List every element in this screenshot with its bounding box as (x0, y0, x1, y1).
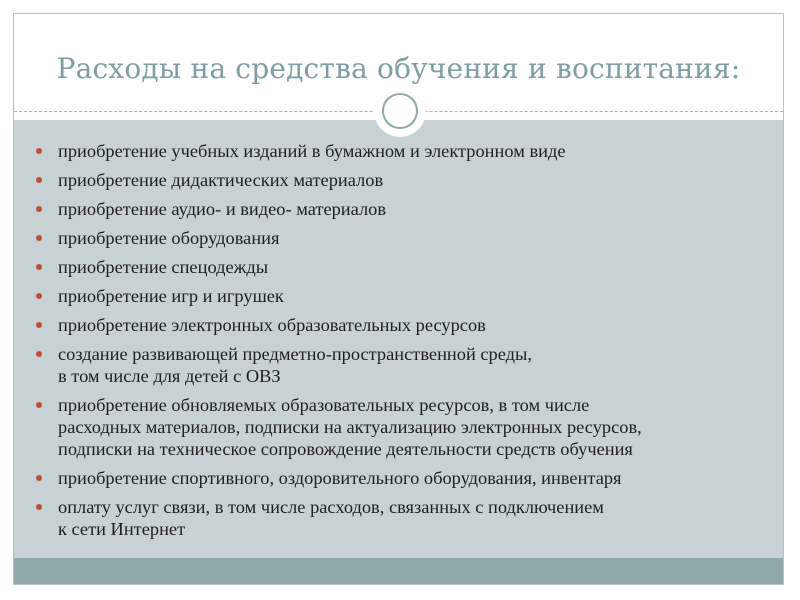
bullet-icon (36, 351, 42, 357)
list-item (14, 256, 783, 278)
list-item (14, 169, 783, 191)
list-item-text: приобретение учебных изданий в бумажном и электронном виде (58, 141, 566, 161)
list-item-text: создание развивающей предметно-пространственной среды, в том числе для детей с ОВЗ (58, 344, 532, 386)
bullet-icon (36, 322, 42, 328)
bullet-icon (36, 177, 42, 183)
bullet-icon (36, 235, 42, 241)
slide-title: Расходы на средства обучения и воспитания: (56, 52, 741, 85)
list-item (14, 314, 783, 336)
list-item (14, 394, 783, 460)
list-item (14, 285, 783, 307)
list-item-text: приобретение спецодежды (58, 257, 269, 277)
list-item-text: приобретение дидактических материалов (58, 170, 384, 190)
bullet-icon (36, 206, 42, 212)
list-item-text: приобретение электронных образовательных ресурсов (58, 315, 486, 335)
list-item (14, 496, 783, 540)
list-item-text: приобретение спортивного, оздоровительного оборудования, инвентаря (58, 468, 622, 488)
bullet-icon (36, 402, 42, 408)
list-item (14, 140, 783, 162)
bullet-icon (36, 148, 42, 154)
bullet-icon (36, 293, 42, 299)
list-item (14, 198, 783, 220)
list-item-text: приобретение обновляемых образовательных ресурсов, в том числе расходных материалов, подписки на актуализацию электронных ресурсов, подписки на техническое сопровождение деятельности средств обучения (58, 395, 642, 459)
bullet-icon (36, 475, 42, 481)
list-item (14, 343, 783, 387)
bullet-list (14, 140, 783, 547)
list-item-text: приобретение оборудования (58, 228, 280, 248)
list-item-text: приобретение аудио- и видео- материалов (58, 199, 387, 219)
ring-inner (382, 93, 418, 129)
list-item-text: приобретение игр и игрушек (58, 286, 284, 306)
list-item (14, 467, 783, 489)
list-item (14, 227, 783, 249)
footer-band (14, 558, 783, 584)
ring-divider-icon (374, 85, 426, 137)
bullet-icon (36, 264, 42, 270)
bullet-icon (36, 504, 42, 510)
list-item-text: оплату услуг связи, в том числе расходов, связанных с подключением к сети Интернет (58, 497, 604, 539)
slide-frame (13, 13, 784, 585)
